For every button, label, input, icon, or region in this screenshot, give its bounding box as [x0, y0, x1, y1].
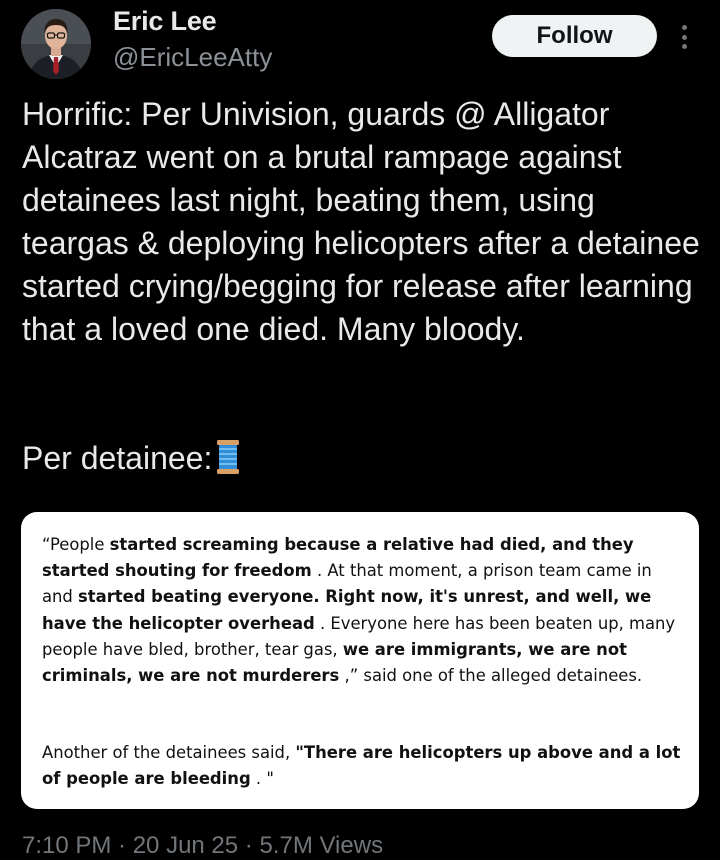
tweet-text-line2: [22, 437, 702, 486]
quote1-segment: “People: [42, 535, 110, 554]
avatar[interactable]: [21, 9, 91, 79]
tweet-text: Horrific: Per Univision, guards @ Alligator Alcatraz went on a brutal rampage against detainees last night, beating them, using teargas & deploying helicopters after a detainee started crying/begging for release after learning that a loved one died. Many bloody.: [22, 96, 700, 347]
more-vertical-icon[interactable]: [672, 22, 696, 52]
media-image-card[interactable]: [21, 512, 699, 809]
quote1-segment: . Everyone here has been beaten up, many people have bled, brother, tear gas,: [42, 613, 676, 659]
thread-spool-icon: [216, 439, 240, 486]
quote2-segment: Another of the detainees said,: [42, 743, 296, 762]
author-name[interactable]: Eric Lee: [113, 6, 217, 36]
quote1-segment: we are immigrants, we are not criminals, we are not murderers: [42, 639, 627, 686]
follow-button[interactable]: Follow: [492, 15, 657, 57]
tweet-text-per-detainee: Per detainee:: [22, 440, 213, 476]
quote1-segment: started beating everyone. Right now, it's unrest, and well, we have the helicopter overhead: [42, 587, 652, 633]
media-quote-1: [42, 532, 682, 689]
quote1-segment: started screaming because a relative had died, and they started shouting for freedom: [42, 535, 634, 581]
quote1-segment: ,” said one of the alleged detainees.: [339, 666, 643, 686]
tweet-header: [0, 0, 720, 90]
profile-photo-icon: [21, 9, 91, 79]
quote1-segment: . At that moment, a prison team came in and: [42, 561, 652, 607]
author-handle[interactable]: @EricLeeAtty: [113, 42, 273, 72]
quote2-segment: "There are helicopters up above and a lot of people are bleeding: [42, 743, 681, 789]
media-quote-2: [42, 740, 682, 792]
tweet-timestamp: 7:10 PM · 20 Jun 25 · 5.7M Views: [22, 832, 384, 859]
quote2-segment: . ": [250, 769, 274, 789]
